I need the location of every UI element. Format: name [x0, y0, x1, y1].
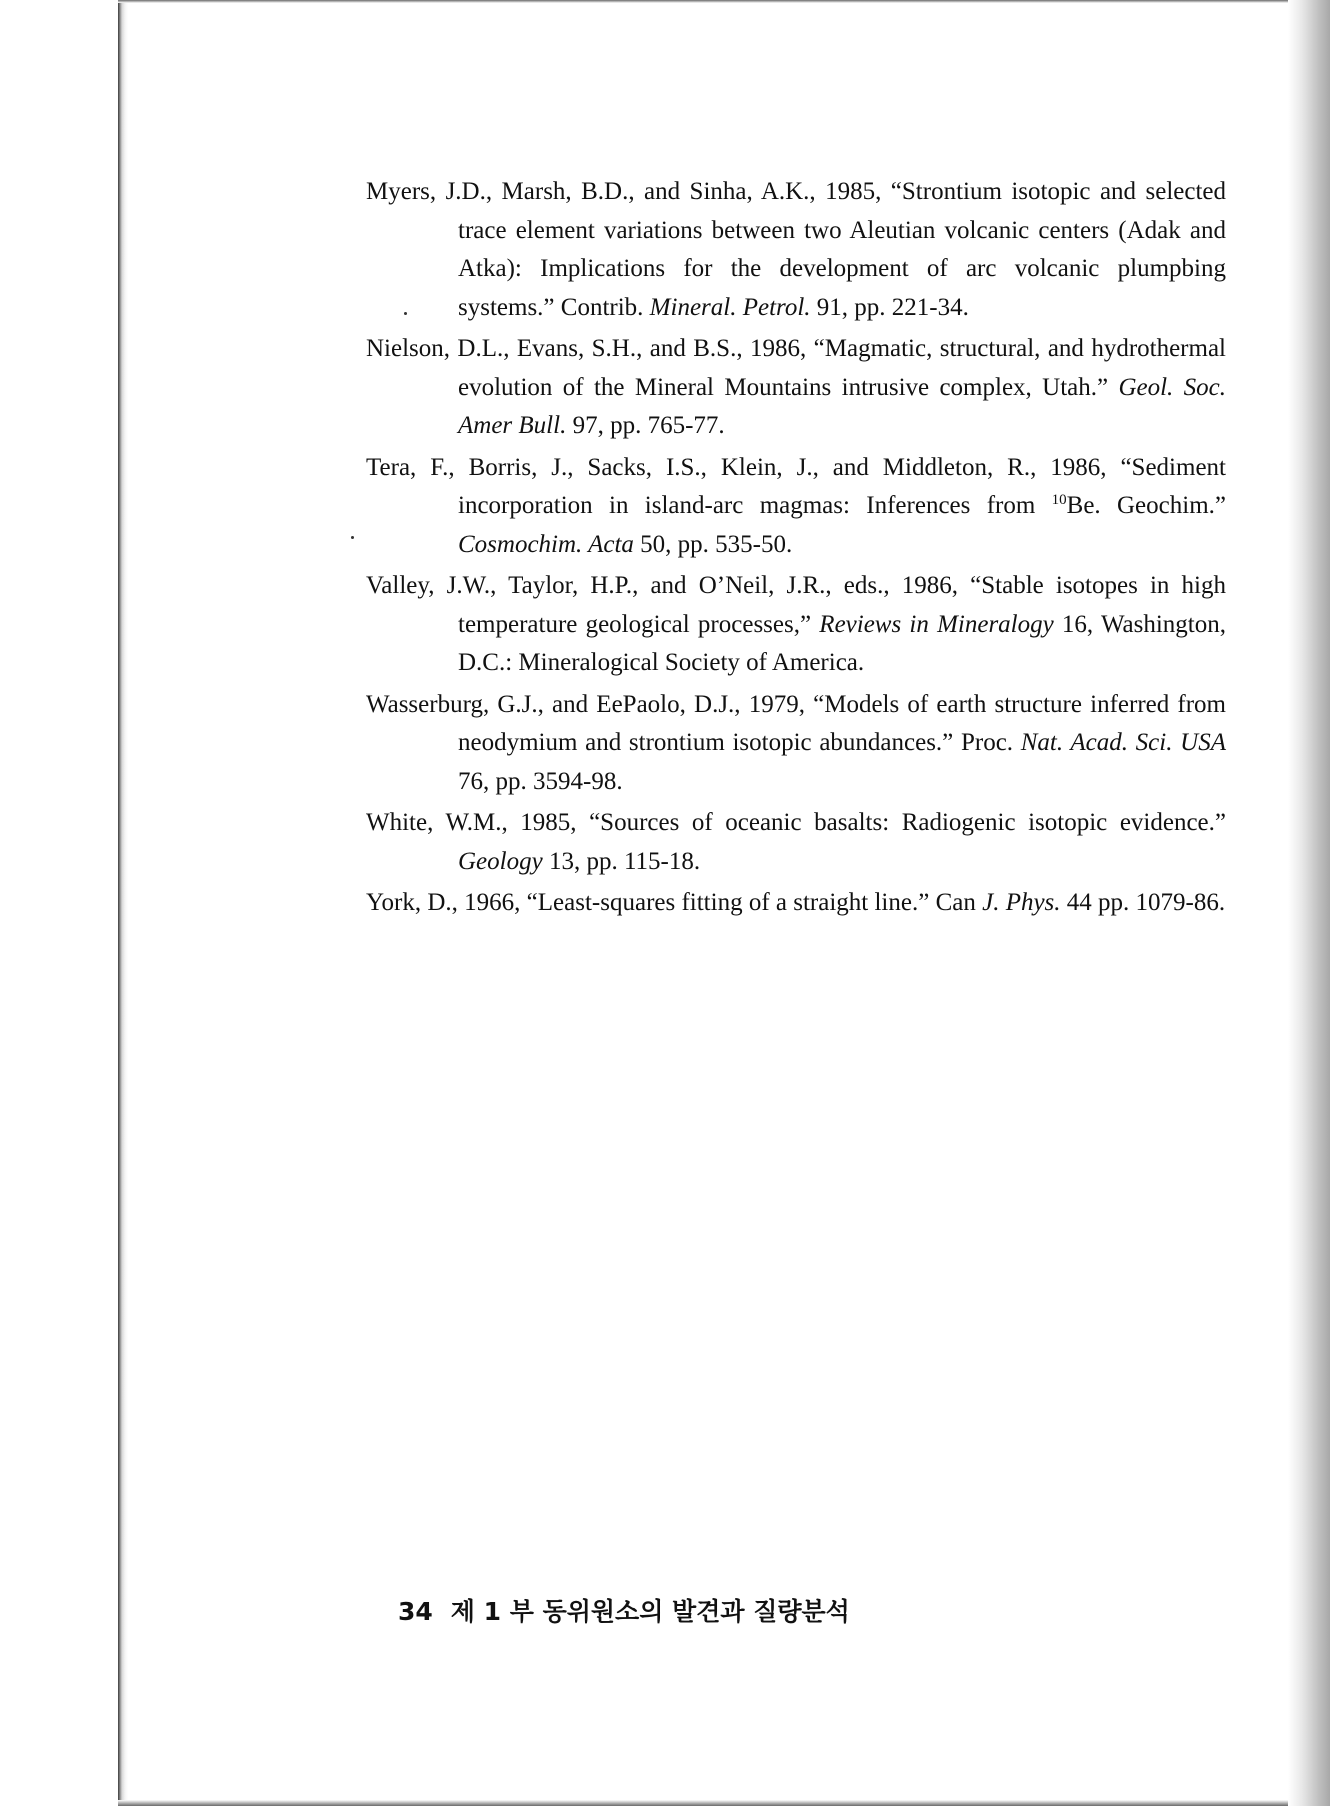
reference-entry: White, W.M., 1985, “Sources of oceanic basalts: Radiogenic isotopic evidence.” Geology 13, pp. 115-18. [366, 809, 1226, 875]
reference-entry: York, D., 1966, “Least-squares fitting of a straight line.” Can J. Phys. 44 pp. 1079-86. [366, 889, 1226, 916]
speck [351, 536, 354, 539]
page-top-edge [118, 0, 1298, 3]
superscript: 10 [1051, 492, 1067, 508]
page-bottom-edge [118, 1800, 1298, 1806]
reference-entry: Valley, J.W., Taylor, H.P., and O’Neil, J.R., eds., 1986, “Stable isotopes in high temperature geological processes,” Reviews in Mineralogy 16, Washington, D.C.: Mineralogical Society of America. [366, 572, 1227, 676]
reference-entry: Nielson, D.L., Evans, S.H., and B.S., 1986, “Magmatic, structural, and hydrothermal evolution of the Mineral Mountains intrusive complex, Utah.” Geol. Soc. Amer Bull. 97, pp. 765-77. [366, 335, 1226, 439]
reference-entry: Wasserburg, G.J., and EePaolo, D.J., 1979, “Models of earth structure inferred from neodymium and strontium isotopic abundances.” Proc. Nat. Acad. Sci. USA 76, pp. 3594-98. [366, 690, 1226, 795]
page-left-edge [118, 0, 128, 1806]
page-footer [398, 1592, 850, 1628]
reference-list [366, 173, 1226, 923]
page-right-shadow [1288, 0, 1330, 1806]
reference-entry: Myers, J.D., Marsh, B.D., and Sinha, A.K., 1985, “Strontium isotopic and selected trace element variations between two Aleutian volcanic centers (Adak and Atka): Implications for the development of arc volcanic plumpbing systems.” Contrib. Mineral. Petrol. 91, pp. 221-34. [366, 178, 1226, 321]
page-number: 34 [398, 1597, 433, 1626]
reference-entry: Tera, F., Borris, J., Sacks, I.S., Klein, J., and Middleton, R., 1986, “Sediment incorporation in island-arc magmas: Inferences from $^{10}$Be. Geochim.” Cosmochim. Acta 50, pp. 535-50. [366, 453, 1226, 558]
running-title: 제 1 부 동위원소의 발견과 질량분석 [450, 1597, 850, 1626]
